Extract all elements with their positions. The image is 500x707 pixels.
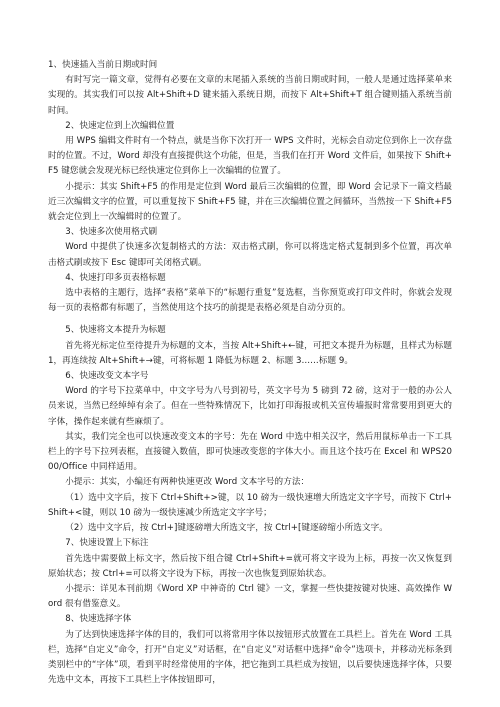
body-paragraph: （1）选中文字后，按下 Ctrl+Shift+>键，以 10 磅为一级快速增大所选定文字字号，而按下 Ctrl+Shift+<键，则以 10 磅为一级快速减少所选定文字字号； xyxy=(48,492,452,518)
body-paragraph: Word 中提供了快速多次复制格式的方法：双击格式刷，你可以将选定格式复制到多个位置，再次单击格式刷或按下 Esc 键即可关闭格式刷。 xyxy=(48,242,452,268)
body-paragraph: 有时写完一篇文章，觉得有必要在文章的末尾插入系统的当前日期或时间，一般人是通过选择菜单来实现的。其实我们可以按 Alt+Shift+D 键来插入系统日期，而按下 Alt+Shift+T 组合键则插入系统当前时间。 xyxy=(48,75,452,116)
section-heading: 2、快速定位到上次编辑位置 xyxy=(65,120,175,131)
body-paragraph: （2）选中文字后，按 Ctrl+]键逐磅增大所选文字，按 Ctrl+[键逐磅缩小所选文字。 xyxy=(65,523,388,534)
section-heading: 7、快速设置上下标注 xyxy=(65,538,149,549)
document-body xyxy=(48,58,452,688)
body-paragraph: 其实，我们完全也可以快速改变文本的字号：先在 Word 中选中相关汉字，然后用鼠标单击一下工具栏上的字号下拉列表框，直接键入数值，即可快速改变您的字体大小。而且这个技巧在 Excel 和 WPS2000/Office 中同样适用。 xyxy=(48,431,452,473)
body-paragraph: 首先将光标定位至待提升为标题的文本，当按 Alt+Shift+←键，可把文本提升为标题，且样式为标题 1，再连续按 Alt+Shift+→键，可将标题 1 降低为标题 2、标题 3……标题 9。 xyxy=(48,340,452,366)
section-heading: 4、快速打印多页表格标题 xyxy=(65,272,166,283)
body-paragraph: 首先选中需要做上标文字，然后按下组合键 Ctrl+Shift+=就可将文字设为上标，再按一次又恢复到原始状态；按 Ctrl+=可以将文字设为下标，再按一次也恢复到原始状态。 xyxy=(48,553,452,579)
body-paragraph: 小提示：其实 Shift+F5 的作用是定位到 Word 最后三次编辑的位置，即 Word 会记录下一篇文档最近三次编辑文字的位置，可以重复按下 Shift+F5 键，并在三次编辑位置之间循环，当然按一下 Shift+F5 就会定位到上一次编辑时的位置了。 xyxy=(48,181,452,223)
section-heading: 5、快速将文本提升为标题 xyxy=(65,325,166,336)
section-heading: 3、快速多次使用格式刷 xyxy=(65,227,158,238)
body-paragraph: 为了达到快速选择字体的目的，我们可以将常用字体以按钮形式放置在工具栏上。首先在 Word 工具栏，选择“自定义”命令，打开“自定义”对话框，在“自定义”对话框中选择“命令”选项卡，并移动光标条到类别栏中的“字体”项，看到平时经常使用的字体，把它拖到工具栏成为按钮，以后要快速选择字体，只要先选中文本，再按下工具栏上字体按钮即可， xyxy=(48,629,452,686)
body-paragraph: 用 WPS 编辑文件时有一个特点，就是当你下次打开一 WPS 文件时，光标会自动定位到你上一次存盘时的位置。不过，Word 却没有直接提供这个功能，但是，当我们在打开 Word 文件后，如果按下 Shift+F5 键您就会发现光标已经快速定位到你上一次编辑的位置了。 xyxy=(48,136,452,177)
body-paragraph: 小提示：其实，小编还有两种快速更改 Word 文本字号的方法： xyxy=(65,477,310,488)
section-heading: 8、快速选择字体 xyxy=(65,614,132,625)
section-heading: 1、快速插入当前日期或时间 xyxy=(48,60,158,70)
body-paragraph: 选中表格的主题行，选择“表格”菜单下的“标题行重复”复选框，当你预览或打印文件时，你就会发现每一页的表格都有标题了，当然使用这个技巧的前提是表格必须是自动分页的。 xyxy=(48,288,452,314)
body-paragraph: Word 的字号下拉菜单中，中文字号为八号到初号，英文字号为 5 磅到 72 磅，这对于一般的办公人员来说，当然已经绰绰有余了。但在一些特殊情况下，比如打印海报或机关宣传墙报时常常要用到更大的字体，操作起来就有些麻烦了。 xyxy=(48,386,452,427)
body-paragraph: 小提示：详见本刊前期《Word XP 中神奇的 Ctrl 键》一文，掌握一些快捷按键对快速、高效操作 Word 很有借鉴意义。 xyxy=(48,583,452,610)
section-heading: 6、快速改变文本字号 xyxy=(65,371,149,382)
paragraph-gap xyxy=(48,316,452,323)
